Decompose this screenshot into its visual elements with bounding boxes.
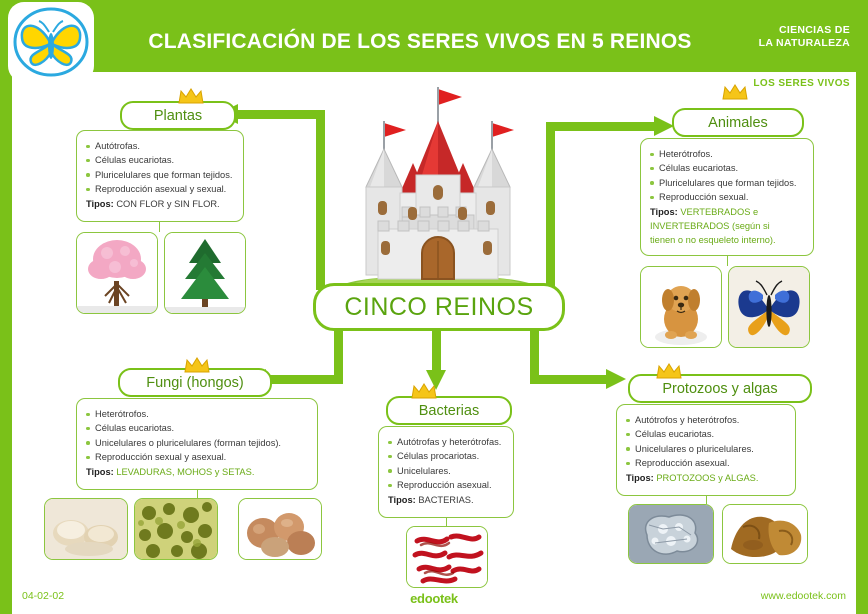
kingdom-title-plantas-label: Plantas [153, 107, 203, 124]
photo-bacterias-micrograph [406, 526, 488, 588]
frame-right-band [856, 0, 868, 614]
photo-plantas-cherry [76, 232, 158, 314]
info-box-protozoos [616, 404, 796, 496]
kingdom-title-plantas[interactable] [120, 101, 236, 130]
protozoos-tipos-value: PROTOZOOS y ALGAS. [656, 472, 759, 483]
protozoos-bullet-1: Autótrofos y heterótrofos. [626, 413, 786, 427]
plantas-bullet-4: Reproducción asexual y sexual. [86, 182, 234, 196]
kingdom-title-animales[interactable] [672, 108, 804, 137]
section-subtitle: LOS SERES VIVOS [753, 78, 850, 89]
arrow-to-plantas-vertical [316, 110, 325, 290]
footer-code: 04-02-02 [22, 590, 65, 602]
kingdom-title-animales-label: Animales [708, 114, 768, 131]
photo-protozoos-algae [722, 504, 808, 564]
animales-tipos-value2: INVERTEBRADOS (según si [650, 221, 770, 232]
photo-fungi-mushrooms [238, 498, 322, 560]
animales-tipos-label: Tipos: [650, 206, 678, 217]
butterfly-logo [10, 4, 92, 80]
connector-protozoos-down [706, 496, 707, 504]
bacterias-bullet-3: Unicelulares. [388, 464, 504, 478]
bacterias-tipos-value: BACTERIAS. [418, 494, 474, 505]
bacterias-bullet-1: Autótrofas y heterótrofas. [388, 435, 504, 449]
fungi-bullet-3: Unicelulares o pluricelulares (forman tejidos). [86, 436, 308, 450]
crown-icon-bacterias [411, 383, 437, 399]
arrow-to-fungi-horizontal [265, 375, 343, 384]
plantas-tipos-value: CON FLOR y SIN FLOR. [116, 198, 220, 209]
connector-bacterias-down [446, 518, 447, 526]
crown-icon-fungi [184, 357, 210, 373]
kingdom-title-bacterias[interactable] [386, 396, 512, 425]
brand-line-1: CIENCIAS DE [779, 24, 850, 36]
plantas-tipos [86, 197, 234, 211]
info-box-animales [640, 138, 814, 256]
center-node-label: CINCO REINOS [344, 292, 534, 321]
arrow-to-animales-vertical [546, 122, 555, 290]
arrow-head-protozoos [606, 369, 626, 389]
center-node-cinco-reinos[interactable] [313, 283, 565, 331]
connector-fungi-down [197, 490, 198, 498]
connector-plantas-down [159, 222, 160, 232]
photo-fungi-mold [134, 498, 218, 560]
fungi-bullet-1: Heterótrofos. [86, 407, 308, 421]
animales-tipos-value3: tienen o no esqueleto interno). [650, 235, 776, 246]
crown-icon-animales [722, 84, 748, 100]
brand-line-2: LA NATURALEZA [758, 37, 850, 49]
info-box-bacterias [378, 426, 514, 518]
photo-protozoos-micrograph [628, 504, 714, 564]
plantas-bullet-1: Autótrofas. [86, 139, 234, 153]
protozoos-bullet-3: Unicelulares o pluricelulares. [626, 442, 786, 456]
animales-bullet-3: Pluricelulares que forman tejidos. [650, 176, 804, 190]
plantas-bullet-2: Células eucariotas. [86, 153, 234, 167]
animales-bullet-4: Reproducción sexual. [650, 190, 804, 204]
photo-fungi-yeast [44, 498, 128, 560]
arrow-to-plantas-horizontal [237, 110, 325, 119]
crown-icon-protozoos [656, 363, 682, 379]
info-box-fungi [76, 398, 318, 490]
fungi-bullet-4: Reproducción sexual y asexual. [86, 450, 308, 464]
arrow-head-animales [654, 116, 674, 136]
protozoos-tipos-label: Tipos: [626, 472, 654, 483]
plantas-bullet-3: Pluricelulares que forman tejidos. [86, 168, 234, 182]
crown-icon-plantas [178, 88, 204, 104]
footer-brand: edootek [410, 591, 458, 606]
brand-subject [710, 24, 850, 50]
protozoos-tipos [626, 471, 786, 485]
page-title: CLASIFICACIÓN DE LOS SERES VIVOS EN 5 REINOS [148, 30, 692, 53]
fungi-tipos-value: LEVADURAS, MOHOS y SETAS. [116, 466, 255, 477]
bacterias-tipos-label: Tipos: [388, 494, 416, 505]
kingdom-title-fungi-label: Fungi (hongos) [146, 374, 244, 391]
animales-bullet-2: Células eucariotas. [650, 161, 804, 175]
photo-animales-butterfly [728, 266, 810, 348]
bacterias-bullet-4: Reproducción asexual. [388, 478, 504, 492]
connector-animales-down [727, 256, 728, 266]
bacterias-bullet-2: Células procariotas. [388, 449, 504, 463]
arrow-to-protozoos-horizontal [530, 375, 608, 384]
protozoos-bullet-4: Reproducción asexual. [626, 456, 786, 470]
photo-animales-dog [640, 266, 722, 348]
kingdom-title-protozoos-label: Protozoos y algas [662, 380, 778, 397]
plantas-tipos-label: Tipos: [86, 198, 114, 209]
fungi-tipos [86, 465, 308, 479]
animales-tipos [650, 205, 804, 219]
fungi-tipos-label: Tipos: [86, 466, 114, 477]
castle-illustration [318, 75, 558, 310]
animales-tipos-value: VERTEBRADOS e [680, 206, 759, 217]
info-box-plantas [76, 130, 244, 222]
fungi-bullet-2: Células eucariotas. [86, 421, 308, 435]
protozoos-bullet-2: Células eucariotas. [626, 427, 786, 441]
kingdom-title-bacterias-label: Bacterias [418, 402, 480, 419]
footer-url[interactable]: www.edootek.com [760, 590, 846, 602]
photo-plantas-pine [164, 232, 246, 314]
bacterias-tipos [388, 493, 504, 507]
arrow-to-animales-horizontal [546, 122, 656, 131]
frame-left-band [0, 0, 12, 614]
animales-bullet-1: Heterótrofos. [650, 147, 804, 161]
